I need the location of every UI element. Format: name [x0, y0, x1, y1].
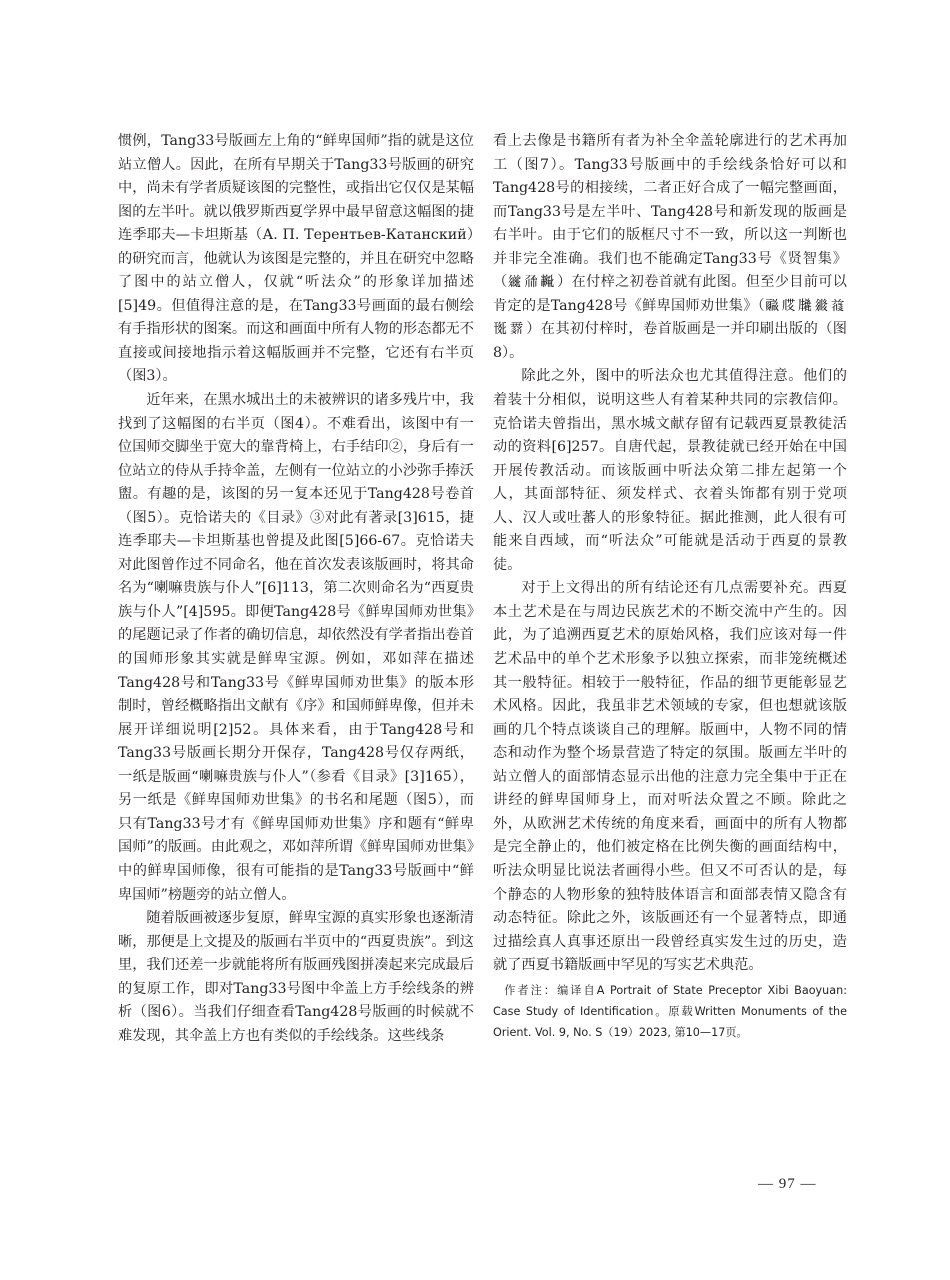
paragraph: 除此之外，图中的听法众也尤其值得注意。他们的着装十分相似，说明这些人有着某种共同的宗教信仰。克恰诺夫曾指出，黑水城文献存留有记载西夏景教徒活动的资料[6]257。自唐代起，景教徒就已经开始在中国开展传教活动。而该版画中听法众第二排左起第一个人，其面部特征、须发样式、衣着头饰都有别于党项人、汉人或吐蕃人的形象特征。据此推测，此人很有可能来自西域，而“听法众”可能就是活动于西夏的景教徒。: [493, 368, 847, 573]
paragraph: 近年来，在黑水城出土的未被辨识的诸多残片中，我找到了这幅图的右半页（图4）。不难看出，该图中有一位国师交脚坐于宽大的靠背椅上，右手结印②，身后有一位站立的侍从手持伞盖，左侧有一位站立的小沙弥手捧沃盥。有趣的是，该图的另一复本还见于Tang428号卷首（图5）。克恰诺夫的《目录》③对此有著录[3]615，捷连季耶夫—卡坦斯基也曾提及此图[5]66-67。克恰诺夫对此图曾作过不同命名，他在首次发表该版画时，将其命名为“喇嘛贵族与仆人”[6]113，第二次则命名为“西夏贵族与仆人”[4]595。即便Tang428号《鲜卑国师劝世集》的尾题记录了作者的确切信息，却依然没有学者指出卷首的国师形象其实就是鲜卑宝源。例如，邓如萍在描述Tang428号和Tang33号《鲜卑国师劝世集》的版本形制时，曾经概略指出文献有《序》和国师鲜卑像，但并未展开详细说明[2]52。具体来看，由于Tang428号和Tang33号版画长期分开保存，Tang428号仅存两纸，一纸是版画“喇嘛贵族与仆人”（参看《目录》[3]165），另一纸是《鲜卑国师劝世集》的书名和尾题（图5），而只有Tang33号才有《鲜卑国师劝世集》序和题有“鲜卑国师”的版画。由此观之，邓如萍所谓《鲜卑国师劝世集》中的鲜卑国师像，很有可能指的是Tang33号版画中“鲜卑国师”榜题旁的站立僧人。: [118, 392, 474, 903]
paragraph: 对于上文得出的所有结论还有几点需要补充。西夏本土艺术是在与周边民族艺术的不断交流中产生的。因此，为了追溯西夏艺术的原始风格，我们应该对每一件艺术品中的单个艺术形象予以独立探索，而非笼统概述其一般特征。相较于一般特征，作品的细节更能彰显艺术风格。因此，我虽非艺术领域的专家，但也想就该版画的几个特点谈谈自己的理解。版画中，人物不同的情态和动作为整个场景营造了特定的氛围。版画左半叶的站立僧人的面部情态显示出他的注意力完全集中于正在讲经的鲜卑国师身上，而对听法众置之不顾。除此之外，从欧洲艺术传统的角度来看，画面中的所有人物都是完全静止的，他们被定格在比例失衡的画面结构中，听法众明显比说法者画得小些。但又不可否认的是，每个静态的人物形象的独特肢体语言和面部表情又隐含有动态特征。除此之外，该版画还有一个显著特点，即通过描绘真人真事还原出一段曾经真实发生过的历史，造就了西夏书籍版画中罕见的写实艺术典范。: [493, 580, 847, 974]
text-run: ）在其初付梓时，卷首版画是一并印刷出版的（图8）。: [493, 321, 847, 361]
tangut-title: 𗫂𗗙𘋤: [507, 274, 558, 291]
left-column: [118, 130, 474, 1048]
paragraph: [493, 130, 847, 365]
page-number: — 97 —: [758, 1176, 817, 1192]
paragraph: 惯例，Tang33号版画左上角的“鲜卑国师”指的就是这位站立僧人。因此，在所有早期关于Tang33号版画的研究中，尚未有学者质疑该图的完整性，或指出它仅仅是某幅图的左半叶。就以俄罗斯西夏学界中最早留意这幅图的捷连季耶夫—卡坦斯基（А. П. Терентьев-Катанский）的研究而言，他就认为该图是完整的，并且在研究中忽略了图中的站立僧人，仅就“听法众”的形象详加描述[5]49。但值得注意的是，在Tang33号画面的最右侧绘有手指形状的图案。而这和画面中所有人物的形态都无不直接或间接地指示着这幅版画并不完整，它还有右半页（图3）。: [118, 133, 474, 385]
right-column: [493, 130, 847, 1043]
text-run: ）在付梓之初卷首就有此图。但至少目前可以肯定的是Tang428号《鲜卑国师劝世集》（: [493, 274, 847, 314]
text-run: 看上去像是书籍所有者为补全伞盖轮廓进行的艺术再加工（图7）。Tang33号版画中的手绘线条恰好可以和Tang428号的相接续，二者正好合成了一幅完整画面，而Tang33号是左半叶、Tang428号和新发现的版画是右半叶。由于它们的版框尺寸不一致，所以这一判断也并非完全准确。我们也不能确定Tang33号《贤智集》（: [493, 133, 847, 291]
tangut-title: 𘓺𗅆𗹬𗦫𗒯𗍊𗴿: [493, 297, 847, 338]
paragraph: 随着版画被逐步复原，鲜卑宝源的真实形象也逐渐清晰，那便是上文提及的版画右半页中的“西夏贵族”。到这里，我们还差一步就能将所有版画残图拼凑起来完成最后的复原工作，即对Tang33号图中伞盖上方手绘线条的辨析（图6）。当我们仔细查看Tang428号版画的时候就不难发现，其伞盖上方也有类似的手绘线条。这些线条: [118, 910, 474, 1044]
author-note: 作者注：编译自A Portrait of State Preceptor Xibi Baoyuan: Case Study of Identification。原载Written Monuments of the Orient. Vol. 9, No. S（19）2023, 第10—17页。: [493, 983, 847, 1039]
